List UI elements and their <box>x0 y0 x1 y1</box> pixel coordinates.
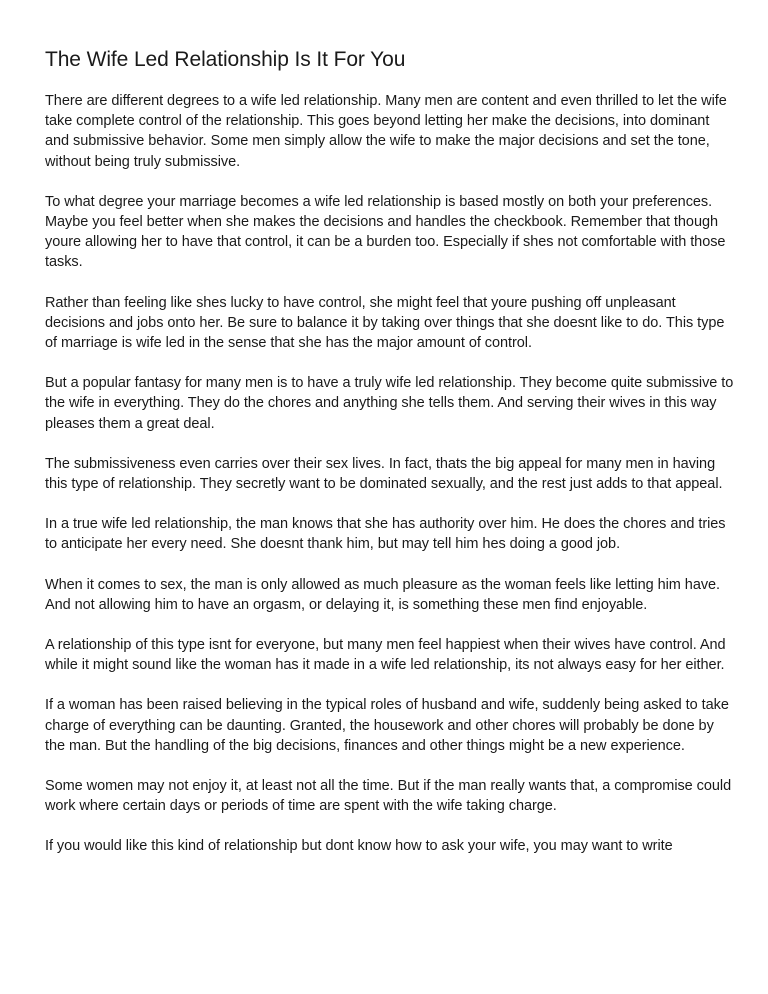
paragraph-3: Rather than feeling like shes lucky to have control, she might feel that youre pushing off unpleasant decisions and jobs onto her. Be sure to balance it by taking over things that she doesnt like to do. This type of marriage is wife led in the sense that she has the major amount of control. <box>45 294 725 352</box>
paragraph-7: When it comes to sex, the man is only allowed as much pleasure as the woman feels like letting him have. And not allowing him to have an orgasm, or delaying it, is something these men find enjoyable. <box>45 576 721 613</box>
paragraph-9: If a woman has been raised believing in the typical roles of husband and wife, suddenly being asked to take charge of everything can be daunting. Granted, the housework and other chores will probably be done by the man. But the handling of the big decisions, finances and other things might be a new experience. <box>45 697 729 754</box>
paragraph-1: There are different degrees to a wife led relationship. Many men are content and even thrilled to let the wife take complete control of the relationship. This goes beyond letting her make the decisions, into dominant and submissive behavior. Some men simply allow the wife to make the major decisions and set the tone, without being truly submissive. <box>45 93 727 170</box>
document-page <box>45 46 735 857</box>
paragraph-11: If you would like this kind of relationship but dont know how to ask your wife, you may want to write <box>45 838 673 855</box>
paragraph-10: Some women may not enjoy it, at least not all the time. But if the man really wants that, a compromise could work where certain days or periods of time are spent with the wife taking charge. <box>45 778 732 815</box>
paragraph-5: The submissiveness even carries over their sex lives. In fact, thats the big appeal for many men in having this type of relationship. They secretly want to be dominated sexually, and the rest just adds to that appeal. <box>45 455 723 493</box>
paragraph-8: A relationship of this type isnt for everyone, but many men feel happiest when their wives have control. And while it might sound like the woman has it made in a wife led relationship, its not always easy for her either. <box>45 637 726 674</box>
document-title: The Wife Led Relationship Is It For You <box>45 48 406 71</box>
paragraph-4: But a popular fantasy for many men is to have a truly wife led relationship. They become quite submissive to the wife in everything. They do the chores and anything she tells them. And serving their wives in this way pleases them a great deal. <box>45 375 734 432</box>
paragraph-2: To what degree your marriage becomes a wife led relationship is based mostly on both your preferences. Maybe you feel better when she makes the decisions and handles the checkbook. Remember that though youre allowing her to have that control, it can be a burden too. Especially if shes not comfortable with those tasks. <box>45 193 726 271</box>
paragraph-6: In a true wife led relationship, the man knows that she has authority over him. He does the chores and tries to anticipate her every need. She doesnt thank him, but may tell him hes doing a good job. <box>45 516 726 553</box>
